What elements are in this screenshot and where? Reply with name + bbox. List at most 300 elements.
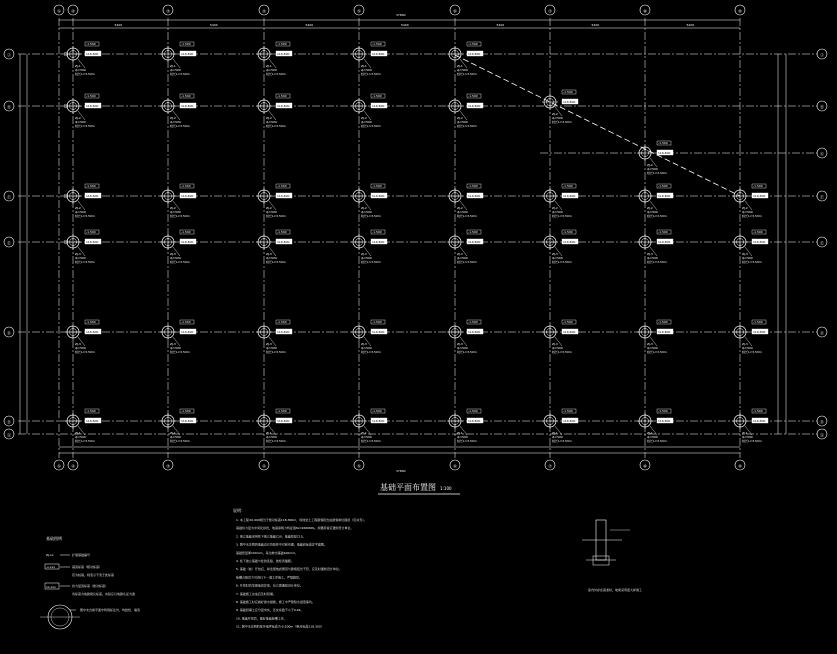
- svg-text:桩长L=3.50m: 桩长L=3.50m: [552, 260, 572, 264]
- svg-text:ZJ-1: ZJ-1: [457, 64, 463, 68]
- svg-text:ф=500: ф=500: [266, 68, 277, 72]
- svg-text:-1.500: -1.500: [753, 409, 763, 413]
- grid-lines: [18, 18, 818, 458]
- note-line: 6. 开挖时若发现地质异常，应立即通知设计单位。: [236, 583, 303, 588]
- note-line: 1. 本工程±0.000相当于绝对标高118.300m，场地岩土工程勘察报告由勘察单位提供（见补充）。: [236, 518, 367, 522]
- note-line: 2. 独立基础采用柱下独立基础C30，基础垫层C15。: [236, 534, 306, 539]
- svg-text:ZJ-2: ZJ-2: [647, 163, 653, 167]
- detail-caption: 室内外存在高差时，地梁采用混大杯施工: [588, 588, 643, 592]
- svg-text:116.800: 116.800: [86, 330, 99, 334]
- svg-text:-1.500: -1.500: [468, 409, 478, 413]
- legend-text-6: 图中未自前平面中特别标注外，均按柱、墙表: [80, 608, 141, 612]
- svg-text:ZJ-1: ZJ-1: [170, 431, 176, 435]
- svg-text:-1.500: -1.500: [372, 320, 382, 324]
- svg-text:116.800: 116.800: [468, 330, 481, 334]
- svg-text:ф=500: ф=500: [266, 256, 277, 260]
- svg-text:桩长L=3.50m: 桩长L=3.50m: [457, 260, 477, 264]
- svg-text:116.800: 116.800: [86, 240, 99, 244]
- svg-text:桩长L=3.50m: 桩长L=3.50m: [552, 350, 572, 354]
- pile-footing: [160, 320, 196, 354]
- legend-text-1: 扩展基础编号: [72, 553, 91, 557]
- svg-text:-1.500: -1.500: [277, 184, 287, 188]
- svg-text:ZJ-3: ZJ-3: [266, 252, 272, 256]
- pile-footing: [256, 42, 292, 76]
- pile-footing: [351, 184, 387, 218]
- svg-text:桩长L=3.50m: 桩长L=3.50m: [75, 214, 95, 218]
- svg-text:ZJ-2: ZJ-2: [170, 116, 176, 120]
- svg-text:ZJ-3: ZJ-3: [361, 252, 367, 256]
- svg-text:ZJ-1: ZJ-1: [266, 64, 272, 68]
- svg-text:ф=500: ф=500: [266, 435, 277, 439]
- svg-text:ZJ-1: ZJ-1: [457, 431, 463, 435]
- pile-footing: [351, 230, 387, 264]
- svg-text:ZJ-2: ZJ-2: [552, 206, 558, 210]
- legend-text-2: 基顶标高（相对标高）: [72, 565, 103, 569]
- svg-text:ф=500: ф=500: [742, 256, 753, 260]
- svg-text:ф=500: ф=500: [457, 435, 468, 439]
- svg-text:ZJ-1: ZJ-1: [742, 431, 748, 435]
- svg-text:ф=500: ф=500: [361, 346, 372, 350]
- pile-footing: [637, 320, 673, 354]
- svg-text:-1.500: -1.500: [372, 94, 382, 98]
- legend-symbol-4: xx.xxx: [46, 585, 56, 589]
- axis-label: Ⓕ: [820, 194, 824, 200]
- svg-text:ZJ-1: ZJ-1: [170, 64, 176, 68]
- svg-text:桩长L=3.50m: 桩长L=3.50m: [457, 124, 477, 128]
- axis-label: Ⓗ: [820, 104, 824, 110]
- note-line: 4. 柱下独立基础与柱的连接，按柱表插筋。: [236, 559, 294, 563]
- svg-text:ф=500: ф=500: [457, 68, 468, 72]
- pile-footing: [160, 409, 196, 443]
- axis-label: Ⓐ: [7, 432, 11, 438]
- svg-text:-1.500: -1.500: [86, 320, 96, 324]
- svg-text:ZJ-2: ZJ-2: [457, 116, 463, 120]
- svg-text:ZJ-2: ZJ-2: [75, 206, 81, 210]
- svg-text:ф=500: ф=500: [647, 256, 658, 260]
- svg-text:ZJ-1: ZJ-1: [75, 431, 81, 435]
- pile-footing: [542, 184, 578, 218]
- svg-text:116.800: 116.800: [563, 194, 576, 198]
- svg-text:桩长L=3.50m: 桩长L=3.50m: [361, 439, 381, 443]
- svg-text:116.800: 116.800: [181, 104, 194, 108]
- svg-text:116.800: 116.800: [372, 240, 385, 244]
- svg-text:-1.500: -1.500: [86, 230, 96, 234]
- axis-label: ③: [166, 8, 170, 14]
- svg-text:桩长L=3.50m: 桩长L=3.50m: [75, 72, 95, 76]
- svg-text:116.800: 116.800: [468, 240, 481, 244]
- pile-footing: [732, 230, 768, 264]
- svg-text:-1.500: -1.500: [181, 409, 191, 413]
- svg-text:桩长L=3.50m: 桩长L=3.50m: [647, 171, 667, 175]
- note-line: 3. 图中未注明的基础边长均按柱中对称布置，基础底标高详平面图。: [236, 542, 327, 547]
- axis-label: ②: [71, 463, 75, 469]
- svg-text:-1.500: -1.500: [563, 184, 573, 188]
- note-line: 基础持力层为中风化砂岩，地基承载力特征值fa=2600KPa，如遇异常应通知设计单位。: [236, 526, 354, 531]
- svg-text:-1.500: -1.500: [277, 94, 287, 98]
- svg-text:ZJ-3: ZJ-3: [742, 342, 748, 346]
- drawing-title: 基础平面布置图: [380, 483, 436, 492]
- axis-label: ③: [166, 463, 170, 469]
- svg-text:116.800: 116.800: [563, 330, 576, 334]
- svg-text:ф=500: ф=500: [75, 120, 86, 124]
- svg-text:ф=500: ф=500: [552, 116, 563, 120]
- svg-text:-1.500: -1.500: [753, 230, 763, 234]
- svg-text:-1.500: -1.500: [468, 230, 478, 234]
- svg-text:-1.500: -1.500: [372, 230, 382, 234]
- pile-footing: [160, 184, 196, 218]
- axis-label: Ⓓ: [7, 330, 11, 336]
- pile-footing: [65, 320, 101, 354]
- svg-text:-1.500: -1.500: [86, 42, 96, 46]
- pile-footing: [65, 409, 101, 443]
- axis-label: ①: [57, 8, 61, 14]
- axis-label: Ⓙ: [820, 52, 824, 58]
- svg-text:桩长L=3.50m: 桩长L=3.50m: [266, 214, 286, 218]
- svg-text:ф=500: ф=500: [457, 120, 468, 124]
- svg-text:ZJ-3: ZJ-3: [552, 342, 558, 346]
- svg-text:桩长L=3.50m: 桩长L=3.50m: [361, 124, 381, 128]
- svg-text:-1.500: -1.500: [468, 320, 478, 324]
- axis-label: ⑧: [643, 8, 647, 14]
- dimension-lines: [20, 20, 786, 453]
- svg-text:ф=500: ф=500: [75, 346, 86, 350]
- span-label: 5400: [686, 23, 695, 27]
- svg-text:116.800: 116.800: [277, 52, 290, 56]
- axis-label: Ⓑ: [820, 419, 824, 425]
- pile-footing: [542, 230, 578, 264]
- svg-text:ZJ-1: ZJ-1: [361, 431, 367, 435]
- svg-text:116.800: 116.800: [277, 194, 290, 198]
- svg-text:桩长L=3.50m: 桩长L=3.50m: [361, 214, 381, 218]
- svg-text:ZJ-3: ZJ-3: [266, 342, 272, 346]
- axis-label: Ⓔ: [820, 240, 824, 246]
- axis-label: ①: [57, 463, 61, 469]
- svg-text:-1.500: -1.500: [563, 230, 573, 234]
- svg-text:116.800: 116.800: [658, 151, 671, 155]
- svg-text:116.800: 116.800: [86, 52, 99, 56]
- svg-text:桩长L=3.50m: 桩长L=3.50m: [170, 72, 190, 76]
- axis-label: ④: [262, 8, 266, 14]
- pile-footing: [256, 320, 292, 354]
- pile-footing: [65, 184, 101, 218]
- pile-footing: [447, 409, 483, 443]
- pile-footing: [447, 42, 483, 76]
- svg-text:116.800: 116.800: [372, 330, 385, 334]
- svg-text:ф=500: ф=500: [266, 346, 277, 350]
- svg-text:ф=500: ф=500: [170, 68, 181, 72]
- span-label: 5400: [114, 23, 123, 27]
- svg-text:ф=500: ф=500: [170, 346, 181, 350]
- svg-text:桩长L=3.50m: 桩长L=3.50m: [552, 120, 572, 124]
- pile-footing: [542, 409, 578, 443]
- svg-text:ф=500: ф=500: [552, 435, 563, 439]
- svg-text:ZJ-2: ZJ-2: [266, 116, 272, 120]
- svg-text:桩长L=3.50m: 桩长L=3.50m: [170, 214, 190, 218]
- svg-text:116.800: 116.800: [277, 240, 290, 244]
- svg-text:ф=500: ф=500: [75, 210, 86, 214]
- svg-text:-1.500: -1.500: [468, 42, 478, 46]
- svg-text:ф=500: ф=500: [742, 435, 753, 439]
- svg-text:ZJ-1: ZJ-1: [647, 431, 653, 435]
- svg-text:ф=500: ф=500: [75, 435, 86, 439]
- note-line: 7. 基础施工完成后及时回填。: [236, 591, 276, 596]
- svg-text:-1.500: -1.500: [658, 409, 668, 413]
- svg-text:116.800: 116.800: [277, 419, 290, 423]
- note-line: 11. 图中未注明的室外地坪标高为-0.500m（绝对标高118.300）: [236, 624, 324, 629]
- svg-text:-1.500: -1.500: [181, 42, 191, 46]
- svg-text:116.800: 116.800: [468, 419, 481, 423]
- svg-text:ф=500: ф=500: [170, 256, 181, 260]
- svg-text:桩长L=3.50m: 桩长L=3.50m: [552, 214, 572, 218]
- span-label: 5400: [210, 23, 218, 27]
- svg-text:ZJ-2: ZJ-2: [742, 206, 748, 210]
- svg-text:-1.500: -1.500: [468, 184, 478, 188]
- svg-text:116.800: 116.800: [181, 52, 194, 56]
- svg-text:ф=500: ф=500: [647, 435, 658, 439]
- svg-text:-1.500: -1.500: [181, 230, 191, 234]
- span-label: 5400: [496, 23, 505, 27]
- axis-label: ②: [71, 8, 75, 14]
- svg-text:116.800: 116.800: [563, 240, 576, 244]
- svg-text:桩长L=3.50m: 桩长L=3.50m: [457, 350, 477, 354]
- svg-text:桩长L=3.50m: 桩长L=3.50m: [647, 214, 667, 218]
- svg-text:-1.500: -1.500: [277, 230, 287, 234]
- svg-text:116.800: 116.800: [468, 104, 481, 108]
- svg-text:ф=500: ф=500: [742, 346, 753, 350]
- pile-footing: [732, 409, 768, 443]
- svg-text:-1.500: -1.500: [563, 409, 573, 413]
- pile-footing: [447, 184, 483, 218]
- svg-text:ф=500: ф=500: [457, 256, 468, 260]
- pile-footing: [447, 320, 483, 354]
- svg-text:-1.500: -1.500: [468, 94, 478, 98]
- svg-text:ф=500: ф=500: [457, 346, 468, 350]
- axis-label: ⑦: [548, 8, 552, 14]
- note-line: 5. 基础（桩）开挖后，如发现地质情况与勘察报告不符，应及时通知设计单位。: [236, 567, 342, 572]
- pile-footing: [637, 230, 673, 264]
- svg-text:桩长L=3.50m: 桩长L=3.50m: [170, 124, 190, 128]
- legend-text-4: 持力层顶标高（绝对标高）: [72, 584, 109, 588]
- svg-text:桩长L=3.50m: 桩长L=3.50m: [266, 124, 286, 128]
- pile-footing: [732, 320, 768, 354]
- svg-text:116.800: 116.800: [468, 194, 481, 198]
- svg-text:ф=500: ф=500: [647, 210, 658, 214]
- footing-layer: [64, 42, 768, 443]
- svg-text:ф=500: ф=500: [75, 256, 86, 260]
- svg-text:ZJ-3: ZJ-3: [742, 252, 748, 256]
- note-line: 8. 基础施工时应做好排水措施，施工中严禁积水浸泡基坑。: [236, 600, 315, 604]
- svg-text:ZJ-3: ZJ-3: [647, 342, 653, 346]
- svg-text:-1.500: -1.500: [181, 184, 191, 188]
- axis-label: Ⓐ: [820, 432, 824, 438]
- svg-text:116.800: 116.800: [181, 419, 194, 423]
- svg-text:ZJ-3: ZJ-3: [75, 252, 81, 256]
- svg-text:桩长L=3.50m: 桩长L=3.50m: [647, 439, 667, 443]
- pile-footing: [256, 94, 292, 128]
- axis-label: ⑥: [453, 463, 457, 469]
- pile-footing: [65, 94, 101, 128]
- pile-footing: [637, 409, 673, 443]
- svg-text:116.800: 116.800: [372, 194, 385, 198]
- svg-text:桩长L=3.50m: 桩长L=3.50m: [361, 350, 381, 354]
- svg-text:ZJ-1: ZJ-1: [75, 64, 81, 68]
- legend-heading: 基础图例: [46, 536, 62, 541]
- svg-text:ф=500: ф=500: [361, 120, 372, 124]
- svg-text:-1.500: -1.500: [658, 141, 668, 145]
- svg-text:-1.500: -1.500: [277, 409, 287, 413]
- svg-text:ф=500: ф=500: [75, 68, 86, 72]
- svg-text:桩长L=3.50m: 桩长L=3.50m: [266, 350, 286, 354]
- svg-text:ф=500: ф=500: [457, 210, 468, 214]
- svg-text:-1.500: -1.500: [372, 184, 382, 188]
- svg-text:桩长L=3.50m: 桩长L=3.50m: [170, 439, 190, 443]
- axis-label: ④: [262, 463, 266, 469]
- svg-text:ф=500: ф=500: [647, 167, 658, 171]
- svg-text:116.800: 116.800: [563, 100, 576, 104]
- svg-text:-1.500: -1.500: [658, 230, 668, 234]
- svg-text:-1.500: -1.500: [181, 94, 191, 98]
- axis-label: Ⓓ: [820, 330, 824, 336]
- svg-text:-1.500: -1.500: [277, 42, 287, 46]
- svg-text:116.800: 116.800: [753, 194, 766, 198]
- svg-text:ф=500: ф=500: [742, 210, 753, 214]
- pile-footing: [351, 320, 387, 354]
- pile-footing: [160, 42, 196, 76]
- pile-footing: [256, 184, 292, 218]
- svg-text:-1.500: -1.500: [658, 320, 668, 324]
- pile-footing: [351, 409, 387, 443]
- svg-text:桩长L=3.50m: 桩长L=3.50m: [742, 260, 762, 264]
- svg-text:ф=500: ф=500: [647, 346, 658, 350]
- legend: [40, 535, 140, 629]
- svg-text:-1.500: -1.500: [563, 320, 573, 324]
- svg-text:ZJ-2: ZJ-2: [266, 206, 272, 210]
- svg-text:桩长L=3.50m: 桩长L=3.50m: [75, 260, 95, 264]
- svg-text:ф=500: ф=500: [361, 435, 372, 439]
- svg-text:ZJ-2: ZJ-2: [647, 206, 653, 210]
- note-line: 10. 基础开挖后，做好基础验槽工作。: [236, 616, 287, 621]
- drawing-scale: 1:100: [440, 486, 452, 491]
- svg-text:ZJ-2: ZJ-2: [552, 112, 558, 116]
- span-label: 5400: [401, 23, 409, 27]
- svg-text:116.800: 116.800: [277, 330, 290, 334]
- svg-text:116.800: 116.800: [86, 104, 99, 108]
- svg-text:桩长L=3.50m: 桩长L=3.50m: [361, 260, 381, 264]
- svg-text:116.800: 116.800: [753, 240, 766, 244]
- svg-text:桩长L=3.50m: 桩长L=3.50m: [457, 214, 477, 218]
- svg-text:桩长L=3.50m: 桩长L=3.50m: [457, 72, 477, 76]
- note-line: 验槽合格后方可进行下一道工序施工，严禁超挖。: [236, 575, 303, 580]
- pile-footing: [160, 94, 196, 128]
- svg-text:ZJ-3: ZJ-3: [361, 342, 367, 346]
- svg-text:-1.500: -1.500: [277, 320, 287, 324]
- svg-text:桩长L=3.50m: 桩长L=3.50m: [457, 439, 477, 443]
- svg-text:ZJ-2: ZJ-2: [170, 206, 176, 210]
- svg-text:ZJ-3: ZJ-3: [170, 342, 176, 346]
- svg-text:ZJ-3: ZJ-3: [457, 252, 463, 256]
- svg-text:-1.500: -1.500: [372, 42, 382, 46]
- axis-label: Ⓗ: [7, 104, 11, 110]
- svg-text:桩长L=3.50m: 桩长L=3.50m: [170, 350, 190, 354]
- pile-footing: [637, 184, 673, 218]
- svg-text:116.800: 116.800: [372, 419, 385, 423]
- svg-text:ф=500: ф=500: [361, 210, 372, 214]
- pile-footing: [447, 230, 483, 264]
- svg-text:桩长L=3.50m: 桩长L=3.50m: [266, 72, 286, 76]
- pile-footing: [542, 320, 578, 354]
- svg-text:-1.500: -1.500: [372, 409, 382, 413]
- svg-text:116.800: 116.800: [86, 419, 99, 423]
- svg-text:ф=500: ф=500: [266, 120, 277, 124]
- svg-text:ZJ-3: ZJ-3: [552, 252, 558, 256]
- axis-label: ⑦: [548, 463, 552, 469]
- svg-text:桩长L=3.50m: 桩长L=3.50m: [75, 124, 95, 128]
- span-label: 5400: [305, 23, 314, 27]
- svg-text:-1.500: -1.500: [86, 184, 96, 188]
- svg-text:116.800: 116.800: [753, 330, 766, 334]
- svg-text:116.800: 116.800: [372, 52, 385, 56]
- svg-text:ф=500: ф=500: [552, 210, 563, 214]
- axis-label: ⑥: [453, 8, 457, 14]
- axis-label: ⑨: [738, 8, 742, 14]
- svg-text:116.800: 116.800: [658, 419, 671, 423]
- svg-text:ф=500: ф=500: [361, 256, 372, 260]
- svg-text:ф=500: ф=500: [266, 210, 277, 214]
- svg-text:桩长L=3.50m: 桩长L=3.50m: [361, 72, 381, 76]
- svg-text:ZJ-2: ZJ-2: [361, 116, 367, 120]
- svg-text:ZJ-3: ZJ-3: [170, 252, 176, 256]
- pile-footing: [637, 141, 673, 175]
- svg-text:桩长L=3.50m: 桩长L=3.50m: [75, 350, 95, 354]
- axis-label: ⑨: [738, 463, 742, 469]
- pile-footing: [65, 230, 101, 264]
- svg-text:116.800: 116.800: [658, 330, 671, 334]
- svg-text:ф=500: ф=500: [170, 210, 181, 214]
- axis-label: Ⓖ: [820, 151, 824, 157]
- pile-footing: [447, 94, 483, 128]
- svg-text:ZJ-3: ZJ-3: [75, 342, 81, 346]
- svg-text:-1.500: -1.500: [563, 90, 573, 94]
- svg-text:ZJ-3: ZJ-3: [647, 252, 653, 256]
- general-notes: [233, 507, 367, 629]
- axis-label: Ⓕ: [7, 194, 11, 200]
- span-label: 5400: [591, 23, 600, 27]
- svg-text:ф=500: ф=500: [170, 435, 181, 439]
- svg-text:116.800: 116.800: [86, 194, 99, 198]
- svg-text:ф=500: ф=500: [361, 68, 372, 72]
- pile-footing: [256, 230, 292, 264]
- svg-text:116.800: 116.800: [563, 419, 576, 423]
- svg-text:ZJ-1: ZJ-1: [552, 431, 558, 435]
- svg-text:-1.500: -1.500: [658, 184, 668, 188]
- notes-heading: 说明：: [233, 508, 245, 513]
- svg-text:-1.500: -1.500: [181, 320, 191, 324]
- axis-label: ⑤: [357, 463, 361, 469]
- pile-footing: [732, 184, 768, 218]
- axis-label: Ⓔ: [7, 240, 11, 246]
- svg-text:116.800: 116.800: [468, 52, 481, 56]
- axis-label: Ⓙ: [7, 52, 11, 58]
- svg-text:桩长L=3.50m: 桩长L=3.50m: [75, 439, 95, 443]
- pile-footing: [351, 94, 387, 128]
- axis-label: ⑧: [643, 463, 647, 469]
- svg-text:桩长L=3.50m: 桩长L=3.50m: [266, 439, 286, 443]
- pile-footing: [256, 409, 292, 443]
- svg-text:ZJ-2: ZJ-2: [457, 206, 463, 210]
- svg-text:116.800: 116.800: [181, 194, 194, 198]
- pile-footing: [65, 42, 101, 76]
- legend-symbol-1: ZJ-xx: [46, 553, 54, 557]
